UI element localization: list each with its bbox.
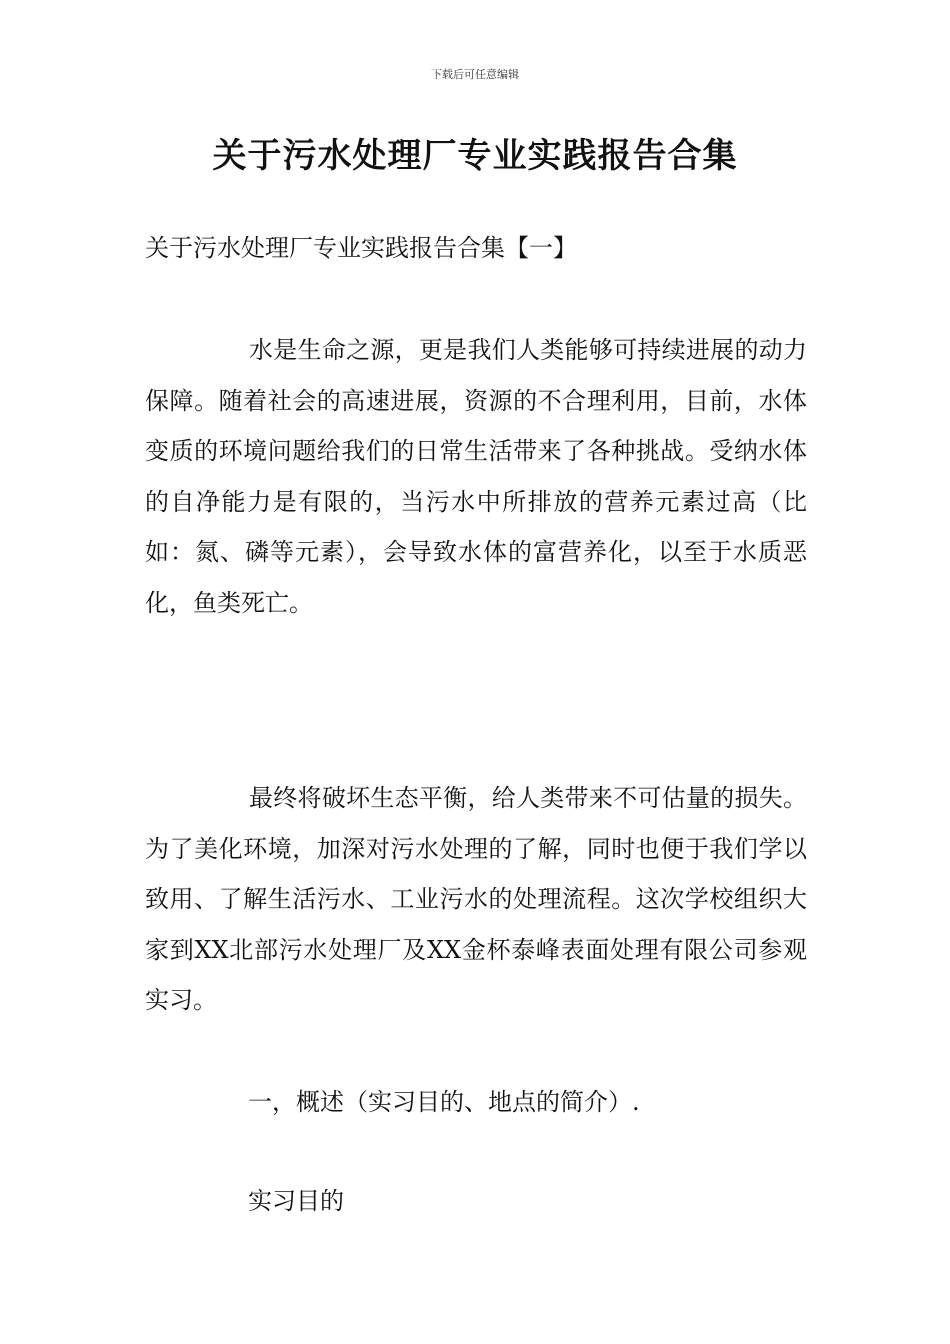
body-paragraph-2: 最终将破坏生态平衡，给人类带来不可估量的损失。为了美化环境，加深对污水处理的了解，同时也便于我们学以致用、了解生活污水、工业污水的处理流程。这次学校组织大家到XX北部污水处理厂及XX金杯泰峰表面处理有限公司参观实习。 bbox=[145, 784, 807, 1014]
section-heading: 关于污水处理厂专业实践报告合集【一】 bbox=[145, 234, 577, 262]
header-note: 下载后可任意编辑 bbox=[431, 68, 519, 81]
outline-heading: 一，概述（实习目的、地点的简介）. bbox=[248, 1088, 640, 1116]
subheading-purpose: 实习目的 bbox=[248, 1187, 344, 1215]
document-title: 关于污水处理厂专业实践报告合集 bbox=[212, 136, 738, 176]
body-paragraph-1: 水是生命之源，更是我们人类能够可持续进展的动力保障。随着社会的高速进展，资源的不合理利用，目前，水体变质的环境问题给我们的日常生活带来了各种挑战。受纳水体的自净能力是有限的，当污水中所排放的营养元素过高（比如：氮、磷等元素），会导致水体的富营养化，以至于水质恶化，鱼类死亡。 bbox=[145, 336, 807, 617]
